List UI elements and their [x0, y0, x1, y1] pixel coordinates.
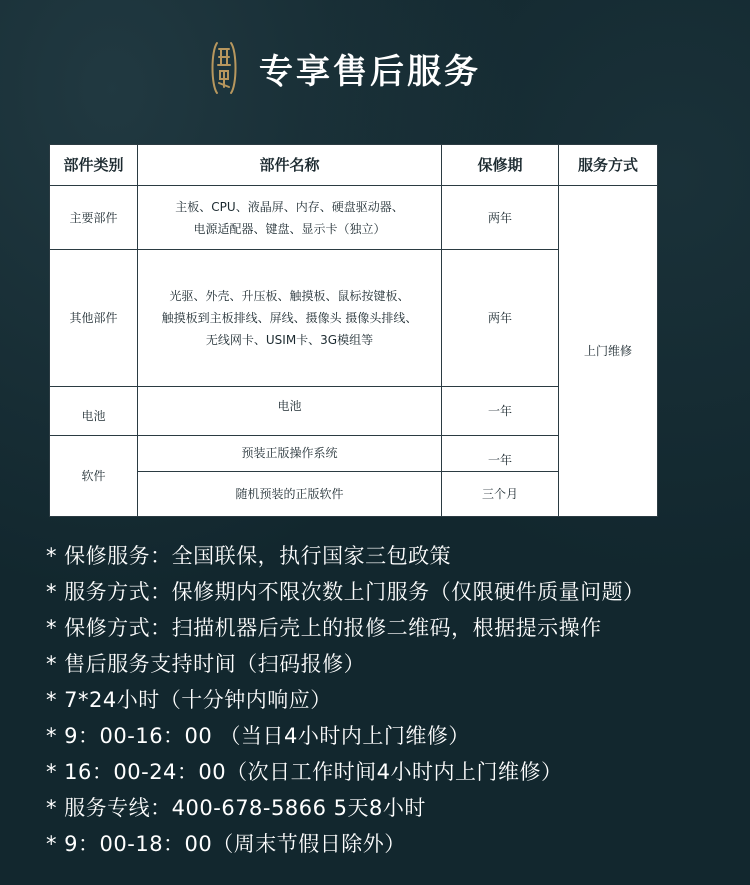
- header-cell-service: 服务方式: [559, 145, 658, 186]
- category-cell: 主要部件: [50, 186, 138, 250]
- header-cell-period: 保修期: [442, 145, 559, 186]
- note-item: * 7*24小时（十分钟内响应）: [46, 688, 332, 712]
- header-cell-category: 部件类别: [50, 145, 138, 186]
- table-row: [50, 186, 658, 250]
- period-cell: 两年: [442, 186, 559, 250]
- period-cell: 一年: [442, 387, 559, 436]
- parts-cell: 光驱、外壳、升压板、触摸板、鼠标按键板、 触摸板到主板排线、屏线、摄像头 摄像头排线、 无线网卡、USIM卡、3G模组等: [138, 250, 442, 387]
- note-item: * 9：00-18：00（周末节假日除外）: [46, 832, 406, 856]
- note-item: * 保修服务：全国联保，执行国家三包政策: [46, 544, 452, 568]
- category-cell: 软件: [50, 436, 138, 517]
- parts-cell: 主板、CPU、液晶屏、内存、硬盘驱动器、 电源适配器、键盘、显示卡（独立）: [138, 186, 442, 250]
- page-title: 专享售后服务: [259, 51, 481, 92]
- note-item: * 服务专线：400-678-5866 5天8小时: [46, 796, 426, 820]
- note-item: * 服务方式：保修期内不限次数上门服务（仅限硬件质量问题）: [46, 580, 645, 604]
- note-item: * 保修方式：扫描机器后壳上的报修二维码，根据提示操作: [46, 616, 602, 640]
- period-cell: 三个月: [442, 472, 559, 517]
- seal-stamp-icon: [207, 39, 241, 97]
- service-method-cell: 上门维修: [559, 186, 658, 517]
- category-cell: 其他部件: [50, 250, 138, 387]
- parts-cell: 随机预装的正版软件: [138, 472, 442, 517]
- warranty-table: [49, 144, 658, 517]
- service-notes: [46, 538, 645, 862]
- note-item: * 16：00-24：00（次日工作时间4小时内上门维修）: [46, 760, 563, 784]
- table-header-row: [50, 145, 658, 186]
- category-cell: 电池: [50, 387, 138, 436]
- period-cell: 两年: [442, 250, 559, 387]
- parts-cell: 电池: [138, 387, 442, 436]
- period-cell: 一年: [442, 436, 559, 472]
- parts-cell: 预装正版操作系统: [138, 436, 442, 472]
- header-cell-parts: 部件名称: [138, 145, 442, 186]
- note-item: * 9：00-16：00 （当日4小时内上门维修）: [46, 724, 470, 748]
- header: [207, 36, 481, 100]
- note-item: * 售后服务支持时间（扫码报修）: [46, 652, 366, 676]
